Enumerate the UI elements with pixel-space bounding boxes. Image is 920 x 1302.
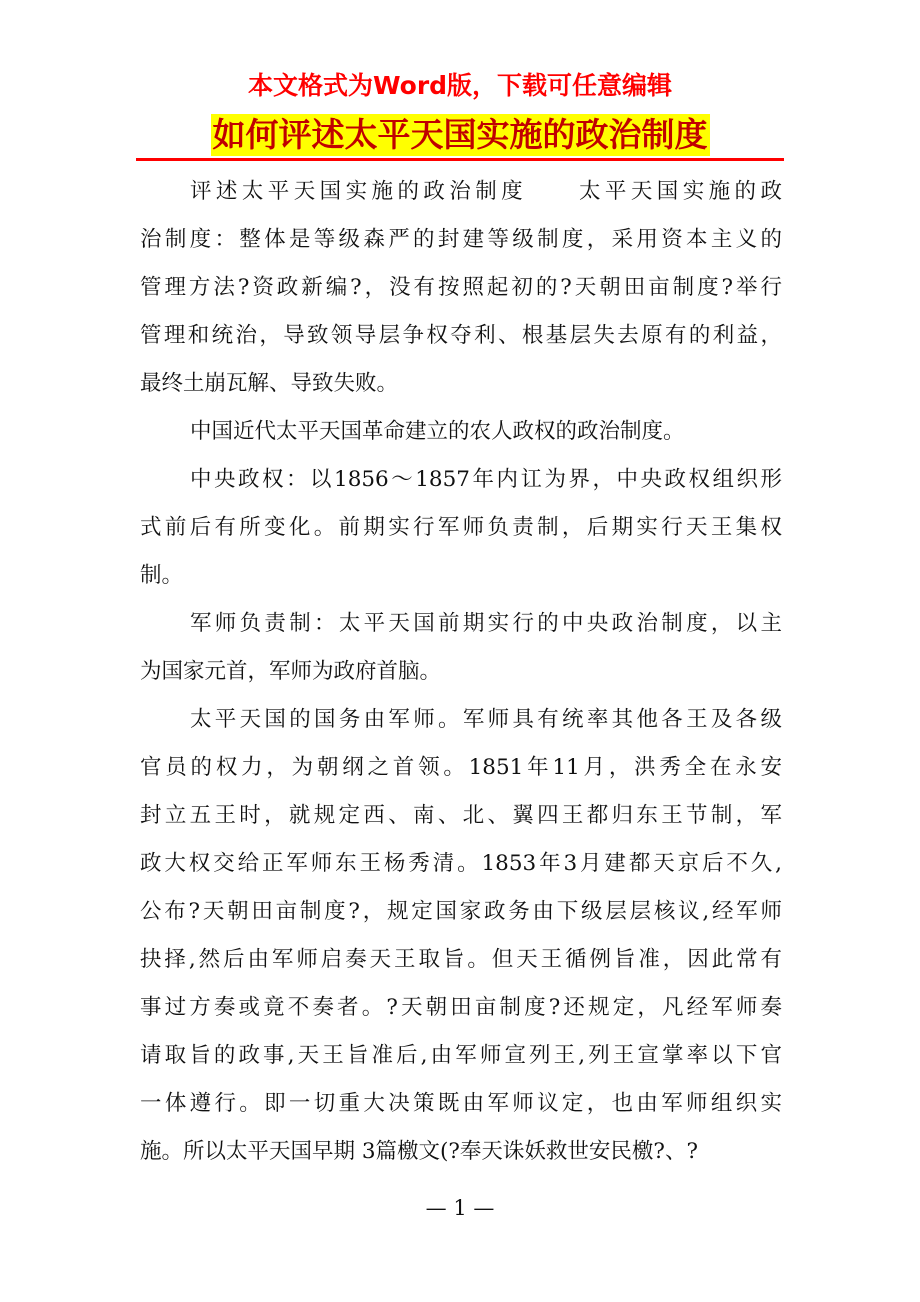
- paragraph-line: 管理方法?资政新编?，没有按照起初的?天朝田亩制度?举行: [140, 275, 782, 300]
- paragraph-line: 官员的权力，为朝纲之首领。1851年11月，洪秀全在永安: [140, 755, 782, 780]
- paragraph-line: 中央政权：以1856～1857年内讧为界，中央政权组织形: [190, 467, 782, 492]
- paragraph-line: 评述太平天国实施的政治制度 太平天国实施的政: [190, 179, 782, 204]
- page-number: — 1 —: [425, 1196, 495, 1220]
- paragraph-line: 为国家元首，军师为政府首脑。: [140, 659, 442, 684]
- paragraph-line: 管理和统治，导致领导层争权夺利、根基层失去原有的利益，: [140, 323, 782, 348]
- paragraph-line: 抉择,然后由军师启奏天王取旨。但天王循例旨准，因此常有: [140, 947, 782, 972]
- paragraph-line: 中国近代太平天国革命建立的农人政权的政治制度。: [190, 419, 685, 444]
- paragraph-line: 政大权交给正军师东王杨秀清。1853年3月建都天京后不久,: [140, 851, 782, 876]
- document-title: 如何评述太平天国实施的政治制度: [212, 115, 708, 154]
- paragraph-line: 最终土崩瓦解、导致失败。: [140, 371, 399, 396]
- title-container: [0, 114, 920, 156]
- paragraph-line: 军师负责制：太平天国前期实行的中央政治制度，以主: [190, 611, 782, 636]
- paragraph-line: 施。所以太平天国早期 3篇檄文(?奉天诛妖救世安民檄?、?: [140, 1139, 698, 1164]
- title-divider: [136, 158, 784, 161]
- paragraph-line: 治制度：整体是等级森严的封建等级制度，采用资本主义的: [140, 227, 782, 252]
- paragraph-line: 制。: [140, 563, 184, 588]
- paragraph-line: 一体遵行。即一切重大决策既由军师议定，也由军师组织实: [140, 1091, 782, 1116]
- paragraph-line: 式前后有所变化。前期实行军师负责制，后期实行天王集权: [140, 515, 782, 540]
- paragraph: [140, 696, 782, 1176]
- paragraph-line: 请取旨的政事,天王旨准后,由军师宣列王,列王宣掌率以下官: [140, 1043, 782, 1068]
- document-body: [140, 168, 782, 1176]
- paragraph: [140, 456, 782, 600]
- download-notice-banner: 本文格式为Word版，下载可任意编辑: [247, 71, 673, 100]
- paragraph: [140, 408, 782, 456]
- paragraph-line: 事过方奏或竟不奏者。?天朝田亩制度?还规定，凡经军师奏: [140, 995, 782, 1020]
- paragraph: [140, 168, 782, 408]
- paragraph: [140, 600, 782, 696]
- paragraph-line: 太平天国的国务由军师。军师具有统率其他各王及各级: [190, 707, 782, 732]
- paragraph-line: 封立五王时，就规定西、南、北、翼四王都归东王节制，军: [140, 803, 782, 828]
- paragraph-line: 公布?天朝田亩制度?，规定国家政务由下级层层核议,经军师: [140, 899, 782, 924]
